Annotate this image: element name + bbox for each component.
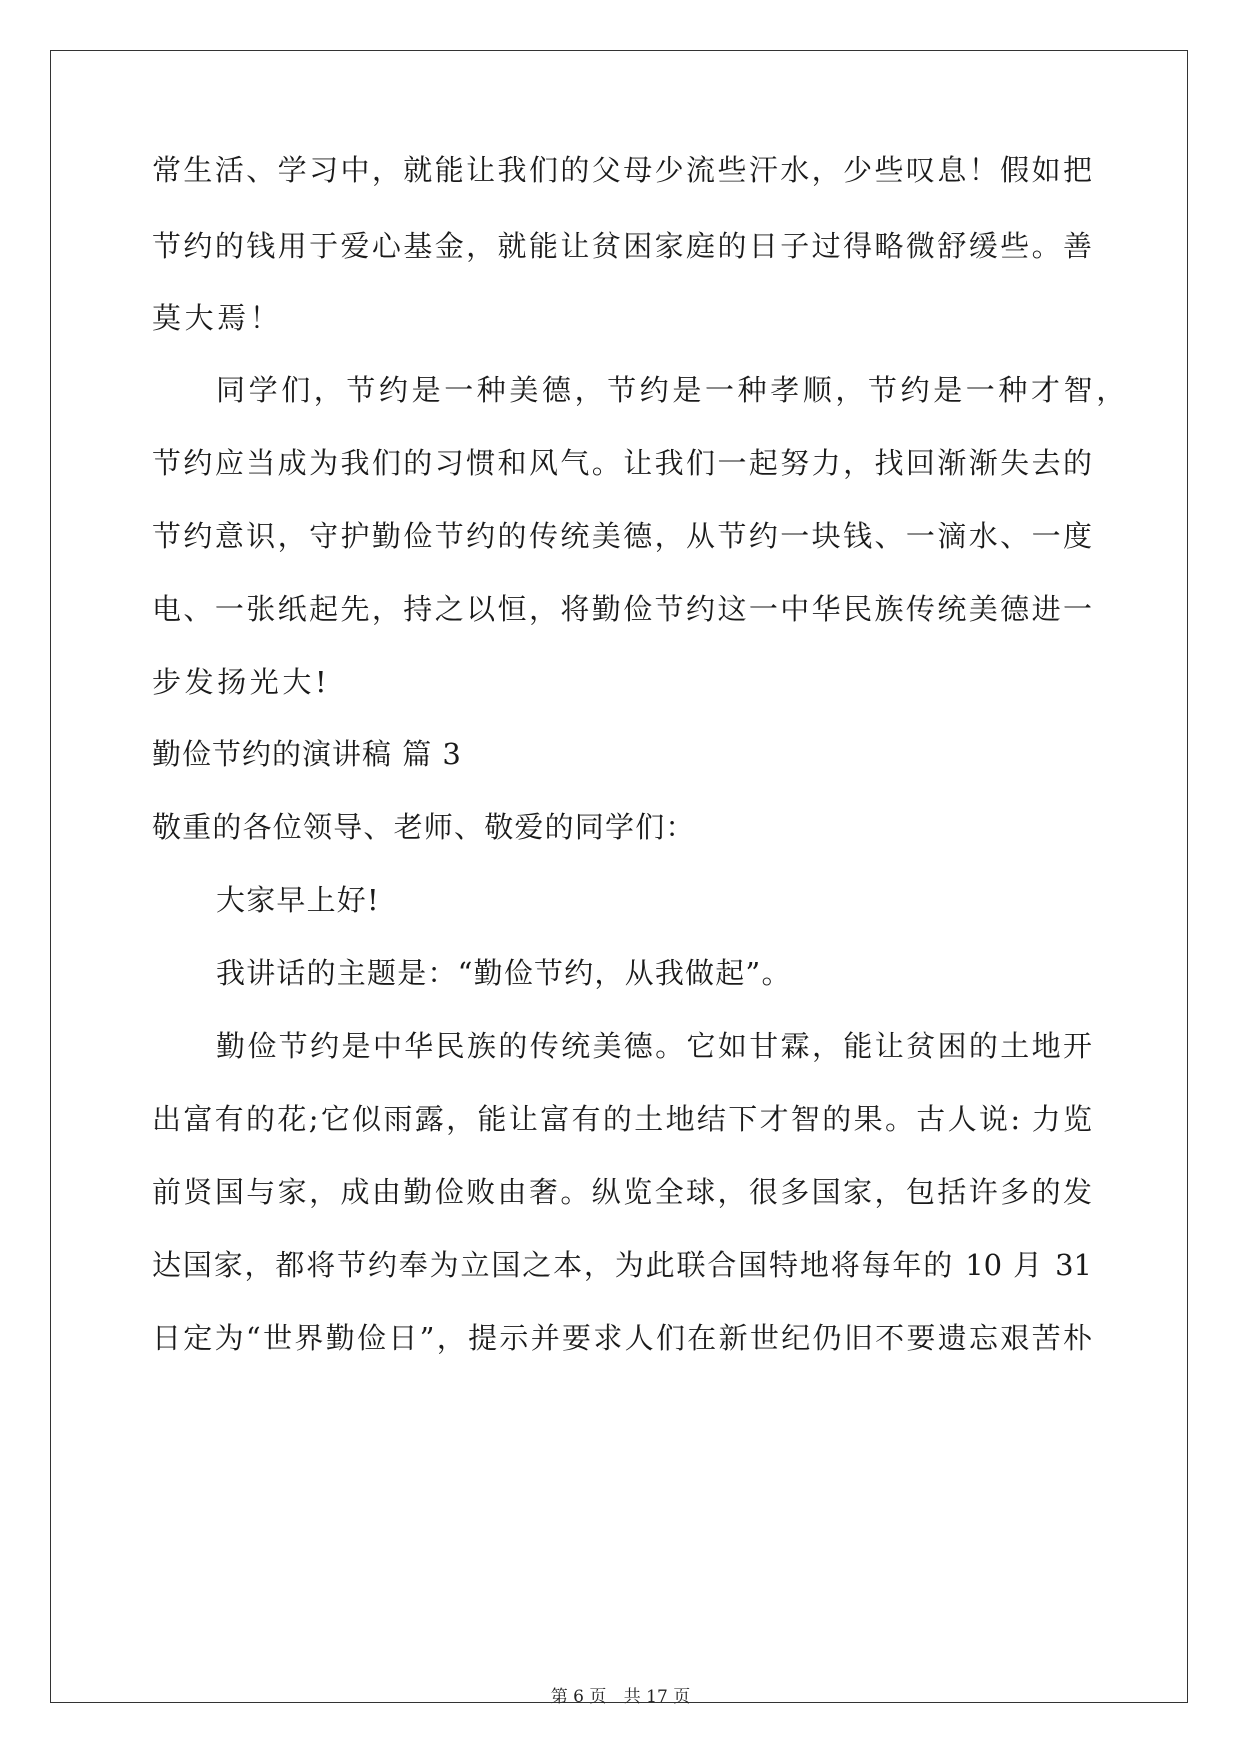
body-line: 日定为“世界勤俭日”，提示并要求人们在新世纪仍旧不要遗忘艰苦朴 [152,1321,1092,1355]
body-line: 常生活、学习中，就能让我们的父母少流些汗水，少些叹息！假如把 [152,153,1092,187]
body-line: 电、一张纸起先，持之以恒，将勤俭节约这一中华民族传统美德进一 [152,592,1092,626]
page-footer [0,1682,1241,1707]
body-line: 莫大焉！ [152,301,283,335]
page-number: 第 6 页 [550,1687,607,1707]
section-heading: 勤俭节约的演讲稿 篇 3 [152,737,462,771]
salutation: 敬重的各位领导、老师、敬爱的同学们： [152,810,696,844]
body-line: 同学们，节约是一种美德，节约是一种孝顺，节约是一种才智， [216,373,1129,407]
body-line: 勤俭节约是中华民族的传统美德。它如甘霖，能让贫困的土地开 [216,1029,1092,1063]
body-line: 节约的钱用于爱心基金，就能让贫困家庭的日子过得略微舒缓些。善 [152,229,1092,263]
page-total: 共 17 页 [623,1687,691,1707]
body-line: 节约应当成为我们的习惯和风气。让我们一起努力，找回渐渐失去的 [152,446,1092,480]
body-line: 前贤国与家，成由勤俭败由奢。纵览全球，很多国家，包括许多的发 [152,1175,1092,1209]
body-line: 达国家，都将节约奉为立国之本，为此联合国特地将每年的 10 月 31 [152,1248,1092,1282]
body-line: 节约意识，守护勤俭节约的传统美德，从节约一块钱、一滴水、一度 [152,519,1092,553]
greeting: 大家早上好! [216,883,380,917]
topic-line: 我讲话的主题是：“勤俭节约，从我做起”。 [216,956,792,990]
body-line: 出富有的花;它似雨露，能让富有的土地结下才智的果。古人说: 力览 [152,1102,1092,1136]
body-line: 步发扬光大! [152,665,331,699]
